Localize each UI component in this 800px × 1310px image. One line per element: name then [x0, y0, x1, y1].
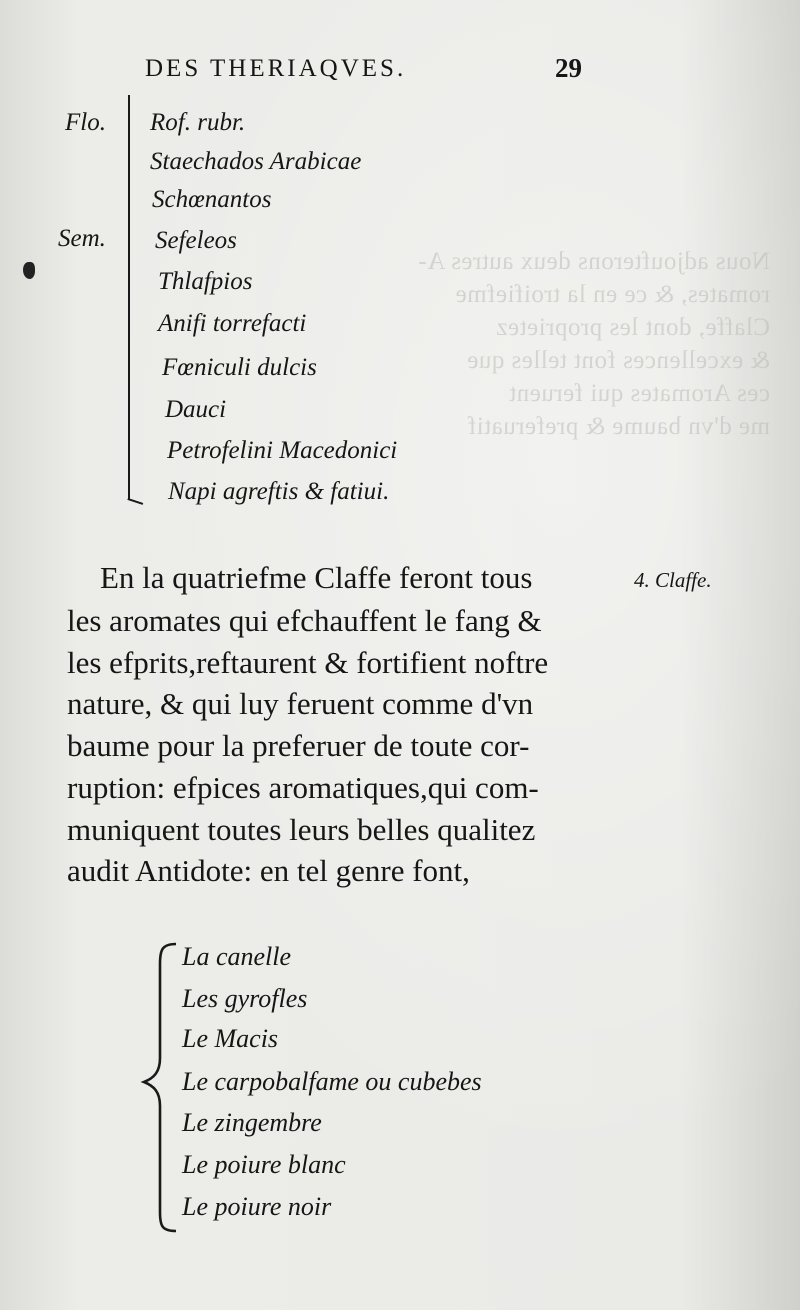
category-label-flowers: Flo.	[65, 109, 106, 136]
list-bracket-hook	[127, 498, 143, 505]
paragraph-line: muniquent toutes leurs belles qualitez	[67, 812, 536, 847]
list-item: Le poiure blanc	[182, 1150, 346, 1179]
list-item: Petrofelini Macedonici	[167, 437, 398, 464]
list-item: La canelle	[182, 942, 292, 971]
paragraph-line: baume pour la preferuer de toute cor-	[67, 728, 530, 763]
list-item: Le carpobalfame ou cubebes	[182, 1067, 482, 1096]
paragraph-line: les efprits,reftaurent & fortifient noftre	[67, 645, 549, 680]
list-item: Anifi torrefacti	[158, 310, 307, 337]
paragraph-line: nature, & qui luy feruent comme d'vn	[67, 686, 534, 721]
ingredient-list-upper	[0, 0, 800, 520]
list-item: Le poiure noir	[182, 1192, 332, 1221]
list-item: Fœniculi dulcis	[162, 354, 317, 381]
paragraph-line: les aromates qui efchauffent le fang &	[67, 603, 542, 638]
list-item: Thlafpios	[158, 268, 253, 295]
paragraph-line: audit Antidote: en tel genre font,	[67, 853, 470, 888]
show-through-text: Nous adjoufterons deux autres A- romates, & ce en la troifiefme Claffe, dont les proprietez & excellences font telles que ces Aromates qui feruent me d'vn baume & preferuatif	[417, 248, 770, 440]
paragraph-line: ruption: efpices aromatiques,qui com-	[67, 770, 539, 805]
category-label-seeds: Sem.	[58, 225, 106, 252]
list-bracket	[128, 95, 130, 500]
list-item: Napi agreftis & fatiui.	[168, 478, 390, 505]
list-item: Staechados Arabicae	[150, 148, 362, 175]
list-item: Sefeleos	[155, 227, 237, 254]
list-item: Le Macis	[182, 1024, 279, 1053]
curly-brace	[140, 940, 180, 1235]
list-item: Le zingembre	[182, 1108, 322, 1137]
list-item: Rof. rubr.	[150, 109, 246, 136]
list-item: Les gyrofles	[182, 984, 308, 1013]
running-head: DES THERIAQVES.	[145, 55, 407, 82]
ink-blot	[23, 262, 35, 279]
list-item: Dauci	[165, 396, 227, 423]
margin-note: 4. Claffe.	[634, 568, 712, 592]
page-number: 29	[555, 53, 582, 83]
list-item: Schœnantos	[152, 186, 272, 213]
paragraph-line: En la quatriefme Claffe feront tous	[100, 560, 533, 595]
